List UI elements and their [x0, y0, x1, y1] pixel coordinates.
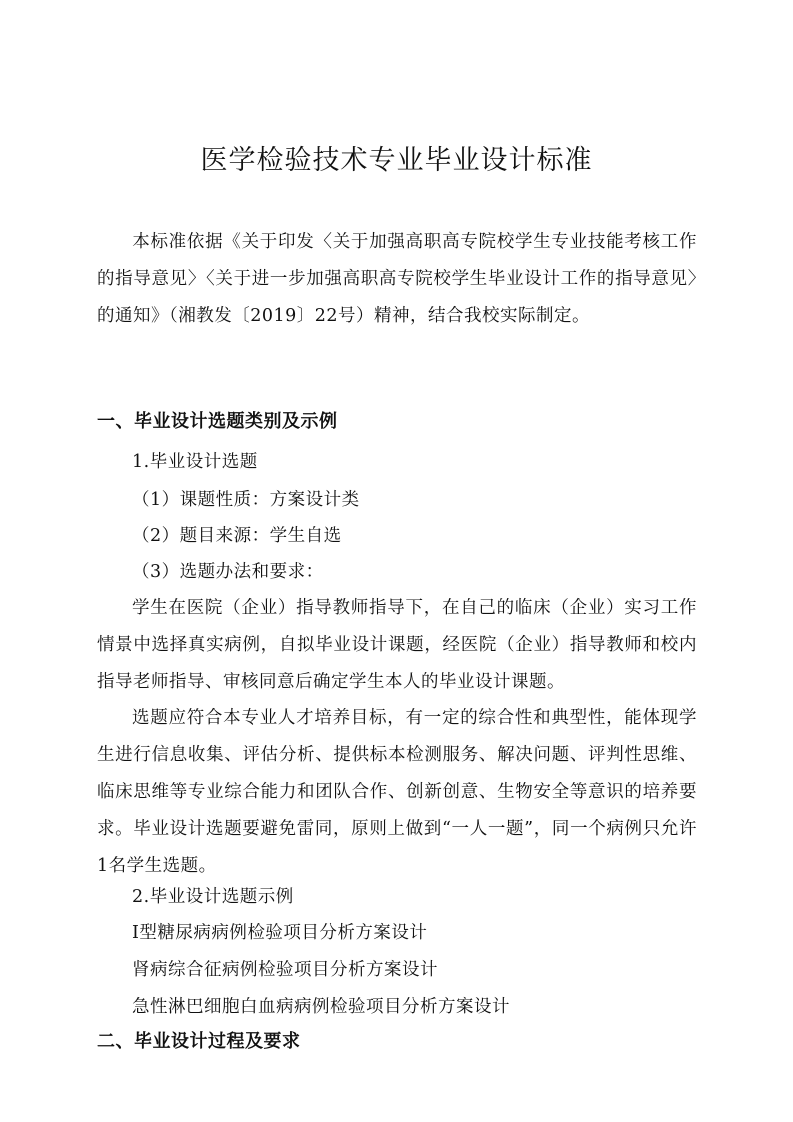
paragraph-selection-requirements: 选题应符合本专业人才培养目标，有一定的综合性和典型性，能体现学生进行信息收集、评估分析、提供标本检测服务、解决问题、评判性思维、临床思维等专业综合能力和团队合作、创新创意、生物安全等意识的培养要求。毕业设计选题要避免雷同，原则上做到“一人一题”，同一个病例只允许1名学生选题。 — [97, 708, 697, 876]
item-3: （3）选题办法和要求： — [132, 562, 324, 582]
subsection1-title: 1.毕业设计选题 — [132, 452, 258, 472]
paragraph-selection-method: 学生在医院（企业）指导教师指导下，在自己的临床（企业）实习工作情景中选择真实病例，自拟毕业设计课题，经医院（企业）指导教师和校内指导老师指导、审核同意后确定学生本人的毕业设计课题。 — [97, 598, 697, 692]
section2-heading: 二、毕业设计过程及要求 — [97, 1031, 301, 1052]
example-item: 肾病综合征病例检验项目分析方案设计 — [132, 960, 438, 980]
item-2: （2）题目来源：学生自选 — [132, 526, 342, 546]
example-item: I型糖尿病病例检验项目分析方案设计 — [132, 923, 428, 943]
document-title: 医学检验技术专业毕业设计标准 — [200, 145, 593, 176]
item-1: （1）课题性质：方案设计类 — [132, 490, 360, 510]
example-item: 急性淋巴细胞白血病病例检验项目分析方案设计 — [132, 997, 510, 1017]
subsection2-title: 2.毕业设计选题示例 — [132, 887, 294, 907]
section1-heading: 一、毕业设计选题类别及示例 — [97, 411, 338, 432]
intro-text: 本标准依据《关于印发〈关于加强高职高专院校学生专业技能考核工作的指导意见〉〈关于进一步加强高职高专院校学生毕业设计工作的指导意见〉的通知》（湘教发〔2019〕22号）精神，结合我校实际制定。 — [97, 232, 697, 326]
intro-paragraph — [97, 224, 697, 335]
